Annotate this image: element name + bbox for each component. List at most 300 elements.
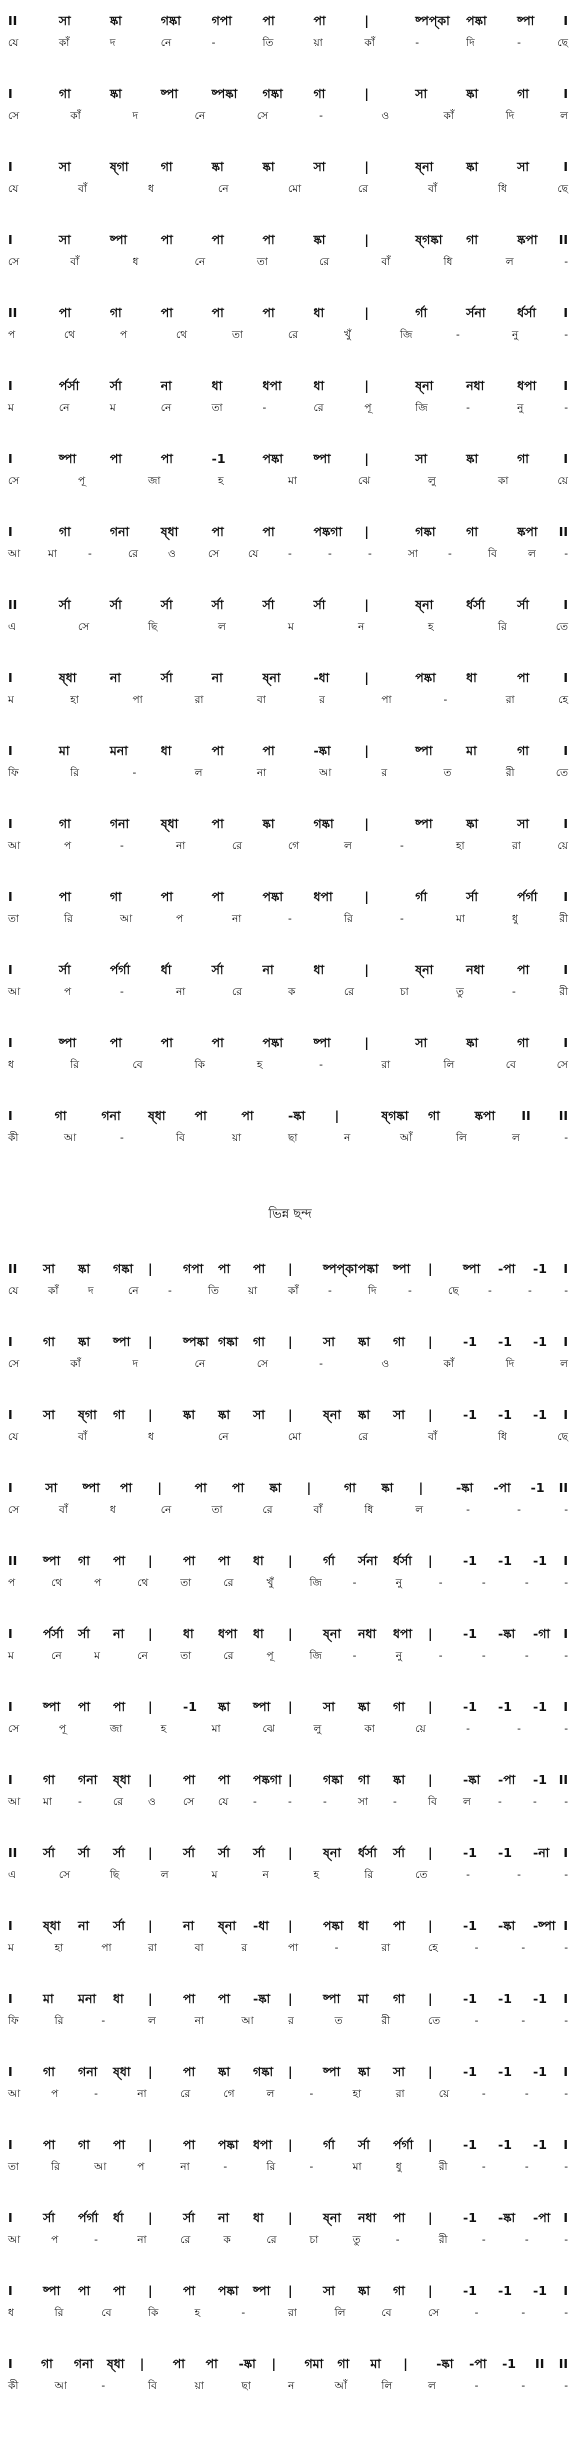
lyric-syllable: -: [438, 1577, 443, 1589]
lyric-syllable: মো: [288, 1431, 302, 1443]
notation-token: গা: [43, 1772, 55, 1787]
lyric-syllable: আ: [8, 1796, 21, 1808]
notation-line: [0, 83, 580, 105]
lyric-syllable: প: [64, 986, 72, 998]
lyric-syllable: আঁ: [400, 1132, 413, 1144]
notation-token: র্সা: [183, 2210, 195, 2225]
notation-token: গা: [58, 524, 71, 539]
lyric-line: [0, 178, 580, 200]
notation-token: I: [8, 1108, 13, 1123]
notation-token: পা: [211, 889, 224, 904]
lyric-syllable: -: [400, 840, 404, 852]
notation-line: [0, 2353, 580, 2375]
lyric-syllable: -: [512, 986, 516, 998]
lyric-syllable: তে: [555, 767, 568, 779]
lyric-syllable: -: [474, 2307, 479, 2319]
notation-token: পা: [211, 305, 224, 320]
notation-token: ধা: [211, 378, 223, 393]
notation-token: ধপা: [262, 378, 282, 393]
lyric-syllable: আ: [120, 913, 133, 925]
notation-token: ষ্ধা: [148, 1108, 166, 1123]
lyric-syllable: নু: [395, 1650, 402, 1662]
notation-token: গা: [40, 2356, 53, 2371]
lyric-syllable: দি: [505, 110, 515, 122]
lyric-syllable: সে: [256, 1358, 269, 1370]
lyric-syllable: লি: [456, 1132, 467, 1144]
notation-token: ষ্কা: [313, 232, 326, 247]
notation-token: গষ্কা: [160, 13, 181, 28]
lyric-syllable: প: [51, 2088, 59, 2100]
lyric-syllable: রে: [344, 986, 355, 998]
notation-token: -ধা: [313, 670, 330, 685]
notation-token: পা: [109, 1035, 122, 1050]
notation-token: গা: [43, 2064, 55, 2079]
lyric-syllable: -: [78, 1796, 82, 1808]
notation-token: ষ্পা: [415, 816, 433, 831]
notation-token: ষ্কা: [218, 1699, 230, 1714]
notation-token: ধপা: [253, 2137, 273, 2152]
notation-token: |: [428, 2283, 433, 2298]
notation-token: ষ্না: [415, 597, 434, 612]
notation-token: র্ধর্সা: [358, 1845, 377, 1860]
notation-token: -1: [498, 1407, 512, 1422]
notation-token: পা: [393, 2210, 406, 2225]
lyric-syllable: না: [176, 840, 186, 852]
notation-token: পা: [113, 1699, 126, 1714]
lyric-syllable: রী: [438, 2161, 448, 2173]
lyric-syllable: তা: [8, 913, 19, 925]
lyric-line: [0, 981, 580, 1003]
notation-token: পা: [262, 305, 275, 320]
lyric-syllable: জা: [148, 475, 161, 487]
notation-token: I: [563, 1334, 568, 1349]
lyric-syllable: -: [466, 1504, 470, 1516]
notation-token: -1: [533, 1772, 547, 1787]
notation-token: সা: [253, 1407, 265, 1422]
lyric-syllable: মো: [288, 183, 302, 195]
notation-token: |: [364, 524, 369, 539]
notation-token: গা: [313, 86, 326, 101]
lyric-syllable: -: [517, 37, 521, 49]
notation-token: পষ্কা: [262, 889, 283, 904]
lyric-syllable: বা: [256, 694, 266, 706]
notation-line: [0, 229, 580, 251]
lyric-syllable: -: [564, 256, 568, 268]
lyric-syllable: -: [443, 694, 448, 706]
notation-token: ষ্না: [323, 1407, 341, 1422]
notation-line: [0, 2207, 580, 2229]
notation-line: [0, 1696, 580, 1718]
notation-token: I: [563, 597, 568, 612]
notation-token: গা: [113, 1407, 125, 1422]
lyric-syllable: যে: [8, 1431, 19, 1443]
notation-token: ষ্কা: [183, 1407, 195, 1422]
notation-token: পা: [58, 305, 72, 320]
notation-token: সা: [58, 159, 71, 174]
notation-token: র্সা: [211, 962, 224, 977]
lyric-syllable: সে: [428, 2307, 440, 2319]
lyric-syllable: সে: [8, 1723, 20, 1735]
notation-line: [0, 886, 580, 908]
notation-token: গা: [393, 2283, 405, 2298]
notation-token: |: [428, 1407, 433, 1422]
lyric-syllable: -: [524, 2234, 529, 2246]
notation-token: র্সা: [58, 597, 71, 612]
lyric-syllable: কি: [194, 1059, 206, 1071]
notation-token: র্সা: [109, 597, 122, 612]
notation-token: -1: [463, 2064, 477, 2079]
lyric-syllable: দ: [88, 1285, 94, 1297]
lyric-syllable: -: [474, 2380, 479, 2392]
lyric-syllable: রি: [54, 2015, 64, 2027]
lyric-syllable: -: [533, 1796, 537, 1808]
notation-token: -ধা: [253, 1918, 269, 1933]
notation-token: -1: [463, 1991, 477, 2006]
notation-token: ধা: [466, 670, 477, 685]
notation-token: -ষ্কা: [313, 743, 331, 758]
notation-token: I: [8, 816, 13, 831]
notation-token: ধা: [253, 2210, 264, 2225]
notation-token: |: [148, 1626, 153, 1641]
notation-token: |: [428, 1553, 433, 1568]
notation-token: |: [148, 1407, 153, 1422]
notation-token: ষ্ধা: [113, 2064, 131, 2079]
notation-token: ষ্ধা: [106, 2356, 125, 2371]
notation-token: ধা: [313, 305, 325, 320]
notation-token: পা: [109, 451, 122, 466]
lyric-syllable: -: [288, 1796, 292, 1808]
notation-token: সা: [415, 1035, 428, 1050]
notation-token: -1: [498, 1699, 512, 1714]
notation-token: ষ্পা: [82, 1480, 100, 1495]
notation-token: র্সা: [393, 1845, 405, 1860]
notation-token: I: [8, 232, 13, 247]
notation-token: -ষ্কা: [498, 2210, 516, 2225]
notation-token: পা: [113, 2283, 126, 2298]
lyric-syllable: সে: [8, 256, 20, 268]
notation-token: |: [428, 1699, 433, 1714]
lyric-syllable: পা: [288, 1942, 299, 1954]
lyric-line: [0, 1718, 580, 1740]
lyric-syllable: থে: [64, 329, 76, 341]
notation-token: I: [563, 1991, 568, 2006]
lyric-syllable: -: [368, 548, 372, 560]
notation-token: পা: [113, 2137, 126, 2152]
lyric-syllable: বাঁ: [58, 1504, 68, 1516]
lyric-syllable: আ: [8, 2234, 21, 2246]
notation-line: [0, 1258, 580, 1280]
notation-token: গা: [58, 86, 71, 101]
notation-token: নধা: [358, 2210, 377, 2225]
lyric-syllable: কাঁ: [288, 1285, 299, 1297]
lyric-syllable: রে: [232, 986, 243, 998]
notation-token: সা: [415, 451, 428, 466]
lyric-syllable: পা: [101, 1942, 112, 1954]
notation-token: পা: [211, 743, 224, 758]
lyric-line: [0, 32, 580, 54]
lyric-syllable: তে: [415, 1869, 428, 1881]
lyric-syllable: ধ: [148, 1431, 154, 1443]
notation-line: [0, 302, 580, 324]
lyric-syllable: -: [474, 2015, 479, 2027]
lyric-line: [0, 1280, 580, 1302]
notation-token: I: [8, 159, 13, 174]
notation-token: II: [521, 1108, 531, 1123]
notation-token: |: [428, 2064, 433, 2079]
notation-line: [0, 1988, 580, 2010]
notation-token: I: [563, 2137, 568, 2152]
lyric-syllable: আ: [8, 2088, 21, 2100]
notation-token: গনা: [109, 816, 130, 831]
lyric-syllable: পূ: [364, 402, 372, 414]
lyric-syllable: রি: [266, 2161, 276, 2173]
notation-token: |: [148, 1261, 153, 1276]
lyric-line: [0, 1864, 580, 1886]
notation-token: I: [8, 1918, 13, 1933]
lyric-syllable: -: [564, 1650, 568, 1662]
notation-token: পা: [183, 1991, 196, 2006]
notation-token: -1: [463, 2210, 477, 2225]
notation-token: I: [563, 13, 568, 28]
lyric-syllable: নে: [194, 1358, 206, 1370]
lyric-syllable: নে: [51, 1650, 62, 1662]
lyric-syllable: ম: [8, 402, 14, 414]
notation-token: I: [8, 1407, 13, 1422]
notation-token: র্পর্গা: [109, 962, 131, 977]
lyric-syllable: -: [120, 840, 124, 852]
notation-token: পা: [43, 2137, 56, 2152]
notation-line: [0, 1331, 580, 1353]
lyric-syllable: -: [400, 913, 404, 925]
notation-token: -1: [533, 1553, 547, 1568]
notation-token: না: [113, 1626, 125, 1641]
lyric-syllable: -: [319, 1358, 323, 1370]
lyric-syllable: মা: [43, 1796, 52, 1808]
lyric-syllable: তি: [262, 37, 274, 49]
lyric-syllable: ম: [94, 1650, 100, 1662]
lyric-syllable: প: [176, 913, 184, 925]
lyric-syllable: দ: [132, 1358, 138, 1370]
notation-token: II: [558, 1480, 568, 1495]
notation-token: পা: [241, 1108, 254, 1123]
notation-token: I: [563, 743, 568, 758]
lyric-syllable: দ: [109, 37, 116, 49]
lyric-syllable: -: [564, 1942, 568, 1954]
lyric-syllable: বে: [505, 1059, 516, 1071]
lyric-syllable: ধু: [512, 913, 518, 925]
lyric-syllable: তা: [256, 256, 268, 268]
notation-token: গা: [109, 889, 122, 904]
notation-token: পষ্কা: [262, 451, 283, 466]
notation-token: পষ্কা: [218, 2137, 239, 2152]
notation-token: |: [288, 2210, 293, 2225]
notation-token: গা: [393, 1991, 405, 2006]
notation-token: পা: [262, 13, 275, 28]
notation-token: I: [563, 86, 568, 101]
notation-token: ষ্কপা: [517, 232, 538, 247]
notation-token: |: [364, 378, 369, 393]
notation-token: I: [563, 159, 568, 174]
notation-token: II: [558, 1772, 568, 1787]
notation-token: ষ্না: [415, 159, 434, 174]
lyric-line: [0, 251, 580, 273]
notation-token: ষ্কা: [358, 1407, 370, 1422]
notation-token: -গা: [533, 1626, 551, 1641]
notation-token: ষ্পা: [393, 1261, 411, 1276]
lyric-syllable: -: [564, 402, 568, 414]
notation-token: -পা: [498, 1772, 516, 1787]
lyric-syllable: হ: [313, 1869, 319, 1881]
lyric-syllable: বি: [488, 548, 497, 560]
lyric-syllable: -: [288, 548, 292, 560]
lyric-syllable: য়ে: [557, 840, 568, 852]
lyric-syllable: জি: [309, 1650, 322, 1662]
notation-token: |: [364, 159, 369, 174]
notation-token: গষ্কা: [253, 2064, 274, 2079]
notation-token: II: [535, 2356, 545, 2371]
lyric-syllable: র: [241, 1942, 248, 1954]
lyric-syllable: তি: [208, 1285, 219, 1297]
lyric-syllable: -: [438, 1650, 443, 1662]
notation-token: পা: [58, 889, 72, 904]
notation-token: পা: [160, 232, 173, 247]
notation-token: ষ্পা: [313, 1035, 331, 1050]
notation-token: গা: [393, 1334, 405, 1349]
notation-token: -1: [533, 1261, 547, 1276]
notation-token: |: [288, 1772, 293, 1787]
notation-token: না: [183, 1918, 195, 1933]
notation-token: পষ্কা: [262, 1035, 283, 1050]
lyric-syllable: রা: [512, 840, 521, 852]
notation-token: II: [558, 2356, 568, 2371]
lyric-syllable: -: [517, 1869, 521, 1881]
notation-token: -1: [498, 2064, 512, 2079]
lyric-syllable: রি: [344, 913, 353, 925]
lyric-syllable: ল: [194, 767, 203, 779]
lyric-syllable: রা: [395, 2088, 405, 2100]
notation-token: সা: [323, 2283, 335, 2298]
lyric-syllable: রি: [498, 621, 507, 633]
lyric-syllable: প: [120, 329, 128, 341]
notation-token: গমা: [304, 2356, 324, 2371]
lyric-syllable: -: [448, 548, 452, 560]
notation-line: [0, 1105, 580, 1127]
notation-token: পা: [262, 743, 275, 758]
lyric-syllable: -: [309, 2161, 314, 2173]
lyric-syllable: সে: [78, 621, 90, 633]
notation-line: [0, 2280, 580, 2302]
lyric-syllable: রা: [381, 1059, 391, 1071]
lyric-syllable: হা: [352, 2088, 362, 2100]
notation-token: -ষ্কা: [253, 1991, 271, 2006]
notation-token: র্পর্গা: [78, 2210, 99, 2225]
notation-token: |: [148, 2064, 153, 2079]
notation-token: র্সা: [109, 378, 122, 393]
notation-token: -1: [533, 2283, 547, 2298]
notation-token: ষ্পপ্কা: [415, 13, 450, 28]
notation-token: ষ্গা: [78, 1407, 97, 1422]
lyric-syllable: নে: [194, 256, 206, 268]
lyric-syllable: মা: [288, 475, 297, 487]
notation-token: গা: [78, 1553, 90, 1568]
notation-token: গা: [393, 1699, 405, 1714]
lyric-syllable: -: [564, 1132, 568, 1144]
lyric-syllable: তে: [555, 621, 568, 633]
notation-token: I: [8, 889, 13, 904]
lyric-syllable: -: [481, 2161, 486, 2173]
notation-token: -1: [498, 2137, 512, 2152]
notation-token: I: [8, 670, 13, 685]
notation-token: পা: [517, 670, 530, 685]
lyric-syllable: রে: [232, 840, 243, 852]
notation-token: |: [288, 2064, 293, 2079]
notation-token: ষ্পা: [313, 451, 331, 466]
lyric-syllable: হে: [558, 694, 568, 706]
lyric-syllable: -: [564, 2088, 568, 2100]
lyric-syllable: -: [564, 2307, 568, 2319]
lyric-syllable: সা: [408, 548, 418, 560]
lyric-syllable: -: [474, 1942, 479, 1954]
notation-line: [0, 2061, 580, 2083]
lyric-line: [0, 2302, 580, 2324]
notation-token: সা: [323, 1334, 335, 1349]
notation-token: -1: [498, 1845, 512, 1860]
notation-token: I: [563, 1553, 568, 1568]
lyric-syllable: হ: [256, 1059, 263, 1071]
lyric-syllable: এ: [8, 621, 16, 633]
notation-token: I: [563, 889, 568, 904]
lyric-syllable: -: [564, 1285, 568, 1297]
notation-token: ষ্কা: [466, 816, 479, 831]
notation-token: গা: [43, 1334, 55, 1349]
notation-token: ষ্কা: [78, 1261, 90, 1276]
lyric-syllable: -: [168, 1285, 172, 1297]
notation-token: -1: [463, 1699, 477, 1714]
lyric-syllable: -: [309, 2088, 314, 2100]
notation-token: গপা: [183, 1261, 204, 1276]
lyric-syllable: পা: [381, 694, 392, 706]
notation-token: র্পর্গা: [393, 2137, 414, 2152]
notation-token: |: [288, 1991, 293, 2006]
lyric-syllable: থে: [51, 1577, 63, 1589]
notation-token: র্সা: [113, 1918, 125, 1933]
lyric-syllable: রে: [358, 183, 369, 195]
lyric-syllable: তা: [232, 329, 243, 341]
lyric-syllable: রী: [381, 2015, 391, 2027]
notation-line: [0, 156, 580, 178]
lyric-line: [0, 543, 580, 565]
notation-token: |: [334, 1108, 340, 1123]
notation-token: -1: [463, 1407, 477, 1422]
notation-token: পা: [262, 232, 275, 247]
lyric-syllable: ল: [463, 1796, 471, 1808]
lyric-syllable: সে: [256, 110, 269, 122]
notation-token: I: [8, 743, 13, 758]
notation-token: |: [418, 1480, 424, 1495]
lyric-syllable: -: [528, 1285, 532, 1297]
lyric-syllable: লি: [381, 2380, 393, 2392]
lyric-syllable: যে: [218, 1796, 229, 1808]
notation-token: -1: [498, 1553, 512, 1568]
lyric-syllable: মা: [456, 913, 465, 925]
notation-token: গা: [358, 1772, 370, 1787]
lyric-line: [0, 2156, 580, 2178]
notation-token: র্ধর্সা: [466, 597, 486, 612]
lyric-syllable: ন: [358, 621, 365, 633]
lyric-syllable: তা: [180, 1650, 192, 1662]
notation-token: সা: [43, 1407, 55, 1422]
notation-token: ষ্গষ্কা: [415, 232, 443, 247]
